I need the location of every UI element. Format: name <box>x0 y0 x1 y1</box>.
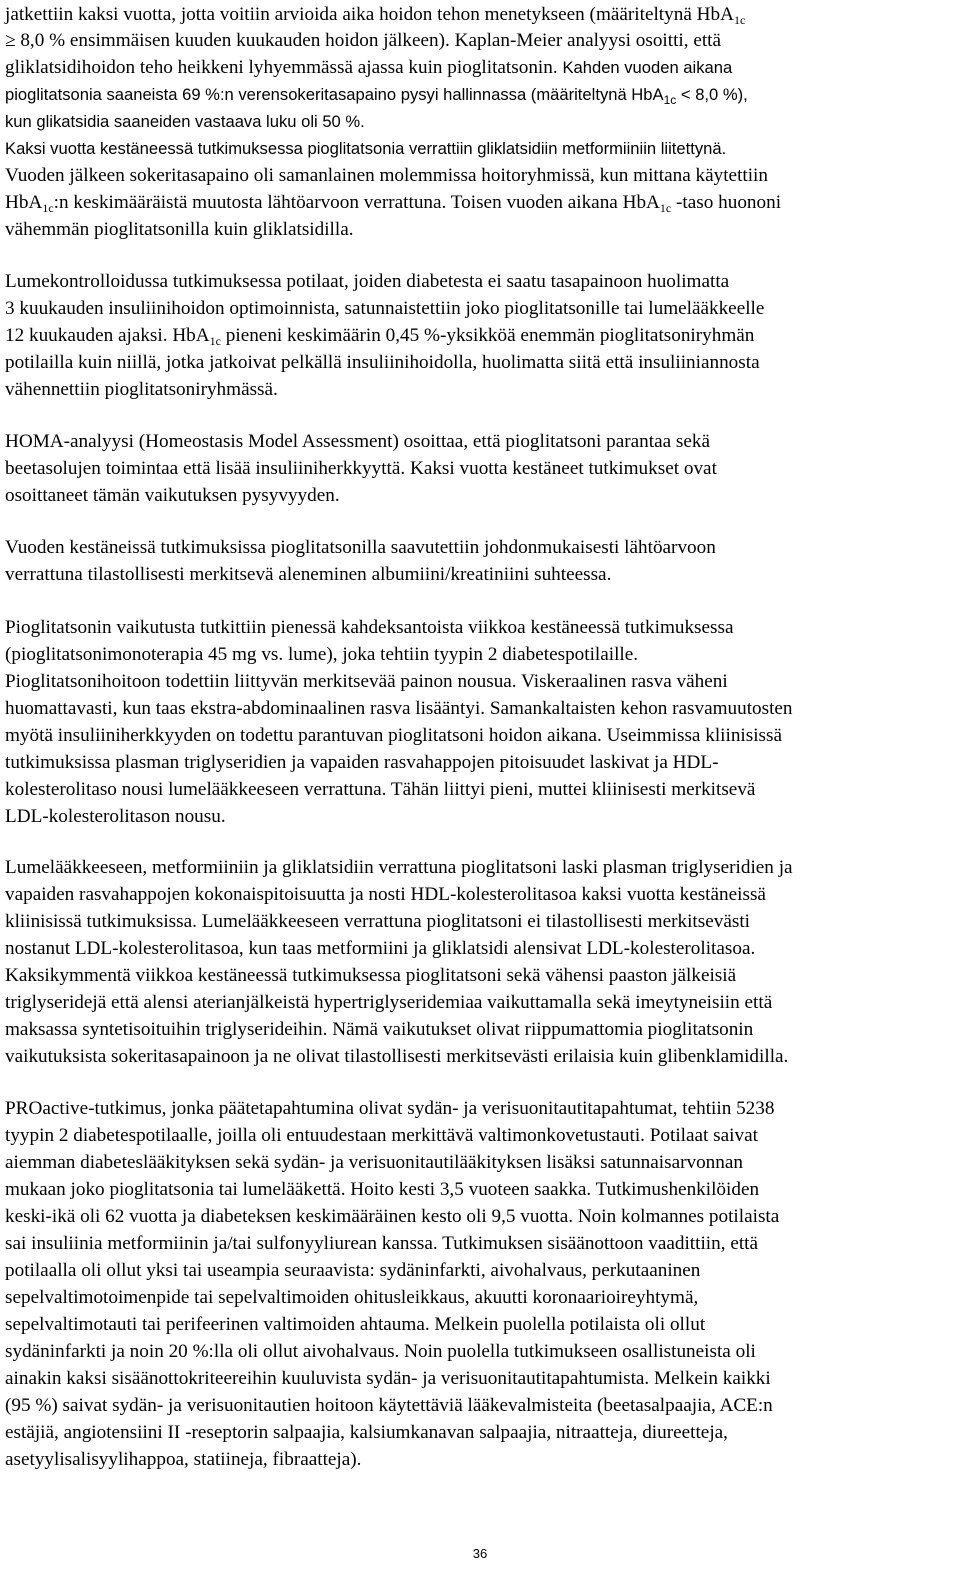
text-run: ≥ 8,0 % ensimmäisen kuuden kuukauden hoidon jälkeen). Kaplan-Meier analyysi osoitti, että <box>5 30 722 51</box>
text-line <box>5 561 611 588</box>
text-run: vaikutuksista sokeritasapainoon ja ne olivat tilastollisesti merkitsevästi erilaisia kuin glibenklamidilla. <box>5 1046 789 1067</box>
text-run: vähemmän pioglitatsonilla kuin gliklatsidilla. <box>5 219 354 240</box>
text-line <box>5 81 748 110</box>
text-run: Kahden vuoden aikana <box>562 58 733 77</box>
text-line <box>5 1176 759 1203</box>
text-line <box>5 1043 788 1070</box>
text-line <box>5 295 764 322</box>
text-line <box>5 482 340 509</box>
text-line <box>5 989 772 1016</box>
text-line <box>5 614 734 641</box>
text-run: aiemman diabeteslääkityksen sekä sydän- ja verisuonitautilääkityksen lisäksi satunnaisarvonnan <box>5 1152 743 1173</box>
text-run: ainakin kaksi sisäänottokriteereihin kuuluvista sydän- ja verisuonitautitapahtumista. Melkein kaikki <box>5 1368 771 1389</box>
text-run: sepelvaltimotauti tai perifeerinen valtimoiden ahtauma. Melkein puolella potilaista oli ollut <box>5 1314 706 1335</box>
text-line <box>5 189 781 218</box>
text-run: PROactive-tutkimus, jonka päätetapahtumina olivat sydän- ja verisuonitautitapahtumat, tehtiin 5238 <box>5 1098 775 1119</box>
text-line <box>5 908 750 935</box>
text-line <box>5 776 755 803</box>
text-line <box>5 668 728 695</box>
text-line <box>5 108 365 135</box>
text-line <box>5 1149 743 1176</box>
text-line <box>5 1284 698 1311</box>
text-run: gliklatsidihoidon teho heikkeni lyhyemmässä ajassa kuin pioglitatsonin. <box>5 57 563 78</box>
text-run: nostanut LDL-kolesterolitasoa, kun taas metformiini ja gliklatsidi alensivat LDL-kolesterolitasoa. <box>5 938 756 959</box>
text-run: HbA <box>5 192 43 213</box>
text-run: Lumelääkkeeseen, metformiiniin ja gliklatsidiin verrattuna pioglitatsoni laski plasman triglyseridien ja <box>5 857 793 878</box>
subscript: 1c <box>209 334 221 348</box>
text-line <box>5 1203 779 1230</box>
text-run: -taso huononi <box>671 192 782 213</box>
text-line <box>5 1446 361 1473</box>
text-run: kolesterolitaso nousi lumelääkkeeseen verrattuna. Tähän liittyi pieni, muttei kliinisesti merkitsevä <box>5 779 756 800</box>
text-run: LDL-kolesterolitason nousu. <box>5 806 226 827</box>
text-run: Lumekontrolloidussa tutkimuksessa potilaat, joiden diabetesta ei saatu tasapainoon huolimatta <box>5 271 730 292</box>
text-run: triglyseridejä että alensi aterianjälkeistä hypertriglyseridemiaa vaikuttamalla sekä imeytyneisiin että <box>5 992 773 1013</box>
text-run: tyypin 2 diabetespotilaalle, joilla oli entuudestaan merkittävä valtimonkovetustauti. Potilaat saivat <box>5 1125 758 1146</box>
text-line <box>5 1122 758 1149</box>
text-line <box>5 803 226 830</box>
text-line <box>5 962 736 989</box>
text-line <box>5 1419 728 1446</box>
text-run: mukaan joko pioglitatsonia tai lumelääkettä. Hoito kesti 3,5 vuoteen saakka. Tutkimushenkilöiden <box>5 1179 760 1200</box>
text-line <box>5 322 754 351</box>
text-line <box>5 268 729 295</box>
text-run: Kaksikymmentä viikkoa kestäneessä tutkimuksessa pioglitatsoni sekä vähensi paaston jälkeisiä <box>5 965 737 986</box>
text-line <box>5 1095 774 1122</box>
text-line <box>5 1311 705 1338</box>
text-run: Pioglitatsonin vaikutusta tutkittiin pienessä kahdeksantoista viikkoa kestäneessä tutkimuksessa <box>5 617 734 638</box>
text-line <box>5 376 278 403</box>
text-line <box>5 1365 771 1392</box>
text-line <box>5 27 721 54</box>
text-run: :n keskimääräistä muutosta lähtöarvoon verrattuna. Toisen vuoden aikana HbA <box>53 192 660 213</box>
text-run: keski-ikä oli 62 vuotta ja diabeteksen keskimääräinen kesto oli 9,5 vuotta. Noin kolmannes potilaista <box>5 1206 780 1227</box>
text-line <box>5 1257 700 1284</box>
text-run: Vuoden kestäneissä tutkimuksissa pioglitatsonilla saavutettiin johdonmukaisesti lähtöarvoon <box>5 537 716 558</box>
text-line <box>5 749 719 776</box>
text-run: verrattuna tilastollisesti merkitsevä aleneminen albumiini/kreatiniini suhteessa. <box>5 564 612 585</box>
text-run: myötä insuliiniherkkyyden on todettu parantuvan pioglitatsoni hoidon aikana. Useimmissa kliinisissä <box>5 725 782 746</box>
text-line <box>5 534 716 561</box>
text-run: estäjiä, angiotensiini II -reseptorin salpaajia, kalsiumkanavan salpaajia, nitraatteja, diureetteja, <box>5 1422 728 1443</box>
text-line <box>5 135 726 162</box>
text-run: (pioglitatsonimonoterapia 45 mg vs. lume), joka tehtiin tyypin 2 diabetespotilaille. <box>5 644 639 665</box>
text-run: pioglitatsonia saaneista 69 %:n verensokeritasapaino pysyi hallinnassa (määriteltynä HbA <box>5 85 664 104</box>
subscript: 1c <box>663 93 677 107</box>
text-line <box>5 428 710 455</box>
text-line <box>5 722 782 749</box>
text-run: 3 kuukauden insuliinihoidon optimoinnista, satunnaistettiin joko pioglitatsonille tai lumelääkkeelle <box>5 298 765 319</box>
text-run: huomattavasti, kun taas ekstra-abdominaalinen rasva lisääntyi. Samankaltaisten kehon rasvamuutosten <box>5 698 793 719</box>
text-run: (95 %) saivat sydän- ja verisuonitautien hoitoon käytettäviä lääkevalmisteita (beetasalpaajia, ACE:n <box>5 1395 773 1416</box>
text-run: sydäninfarkti ja noin 20 %:lla oli ollut aivohalvaus. Noin puolella tutkimukseen osallistuneista oli <box>5 1341 756 1362</box>
text-run: Pioglitatsonihoitoon todettiin liittyvän merkitsevää painon nousua. Viskeraalinen rasva väheni <box>5 671 728 692</box>
text-line <box>5 1 745 30</box>
text-run: 12 kuukauden ajaksi. HbA <box>5 325 210 346</box>
text-line <box>5 455 717 482</box>
text-line <box>5 216 354 243</box>
text-line <box>5 695 793 722</box>
text-line <box>5 162 768 189</box>
text-run: sai insuliinia metformiinin ja/tai sulfonyyliurean kanssa. Tutkimuksen sisäänottoon vaadittiin, että <box>5 1233 759 1254</box>
text-line <box>5 1016 753 1043</box>
text-line <box>5 854 793 881</box>
text-run: tutkimuksissa plasman triglyseridien ja vapaiden rasvahappojen pitoisuudet laskivat ja HDL- <box>5 752 719 773</box>
text-run: Vuoden jälkeen sokeritasapaino oli samanlainen molemmissa hoitoryhmissä, kun mittana käytettiin <box>5 165 768 186</box>
text-run: osoittaneet tämän vaikutuksen pysyvyyden. <box>5 485 340 506</box>
text-run: < 8,0 %), <box>676 85 748 104</box>
text-run: kliinisissä tutkimuksissa. Lumelääkkeeseen verrattuna pioglitatsoni ei tilastollisesti merkitsevästi <box>5 911 750 932</box>
text-run: sepelvaltimotoimenpide tai sepelvaltimoiden ohitusleikkaus, akuutti koronaarioireyhtymä, <box>5 1287 699 1308</box>
text-line <box>5 54 732 81</box>
subscript: 1c <box>659 201 672 215</box>
text-line <box>5 641 638 668</box>
text-run: beetasolujen toimintaa että lisää insuliiniherkkyyttä. Kaksi vuotta kestäneet tutkimukset ovat <box>5 458 717 479</box>
subscript: 1c <box>733 13 746 27</box>
text-run: Kaksi vuotta kestäneessä tutkimuksessa pioglitatsonia verrattiin gliklatsidiin metformiiniin liitettynä. <box>5 139 727 158</box>
text-run: vapaiden rasvahappojen kokonaispitoisuutta ja nosti HDL-kolesterolitasoa kaksi vuotta kestäneissä <box>5 884 766 905</box>
text-run: HOMA-analyysi (Homeostasis Model Assessment) osoittaa, että pioglitatsoni parantaa sekä <box>5 431 710 452</box>
text-run: kun glikatsidia saaneiden vastaava luku oli 50 %. <box>5 112 365 131</box>
text-run: asetyylisalisyylihappoa, statiineja, fibraatteja). <box>5 1449 362 1470</box>
text-line <box>5 1230 758 1257</box>
text-run: potilaalla oli ollut yksi tai useampia seuraavista: sydäninfarkti, aivohalvaus, perkutaaninen <box>5 1260 701 1281</box>
text-line <box>5 1392 773 1419</box>
text-line <box>5 349 760 376</box>
text-run: potilailla kuin niillä, jotka jatkoivat pelkällä insuliinihoidolla, huolimatta siitä että insuliiniannosta <box>5 352 760 373</box>
text-run: pieneni keskimäärin 0,45 %-yksikköä enemmän pioglitatsoniryhmän <box>220 325 755 346</box>
text-line <box>5 881 766 908</box>
text-line <box>5 935 755 962</box>
text-run: jatkettiin kaksi vuotta, jotta voitiin arvioida aika hoidon tehon menetykseen (määriteltynä HbA <box>5 4 734 25</box>
text-line <box>5 1338 756 1365</box>
subscript: 1c <box>42 201 54 215</box>
page-number: 36 <box>472 1546 488 1561</box>
text-run: vähennettiin pioglitatsoniryhmässä. <box>5 379 278 400</box>
text-run: maksassa syntetisoituihin triglyserideihin. Nämä vaikutukset olivat riippumattomia pioglitatsonin <box>5 1019 754 1040</box>
